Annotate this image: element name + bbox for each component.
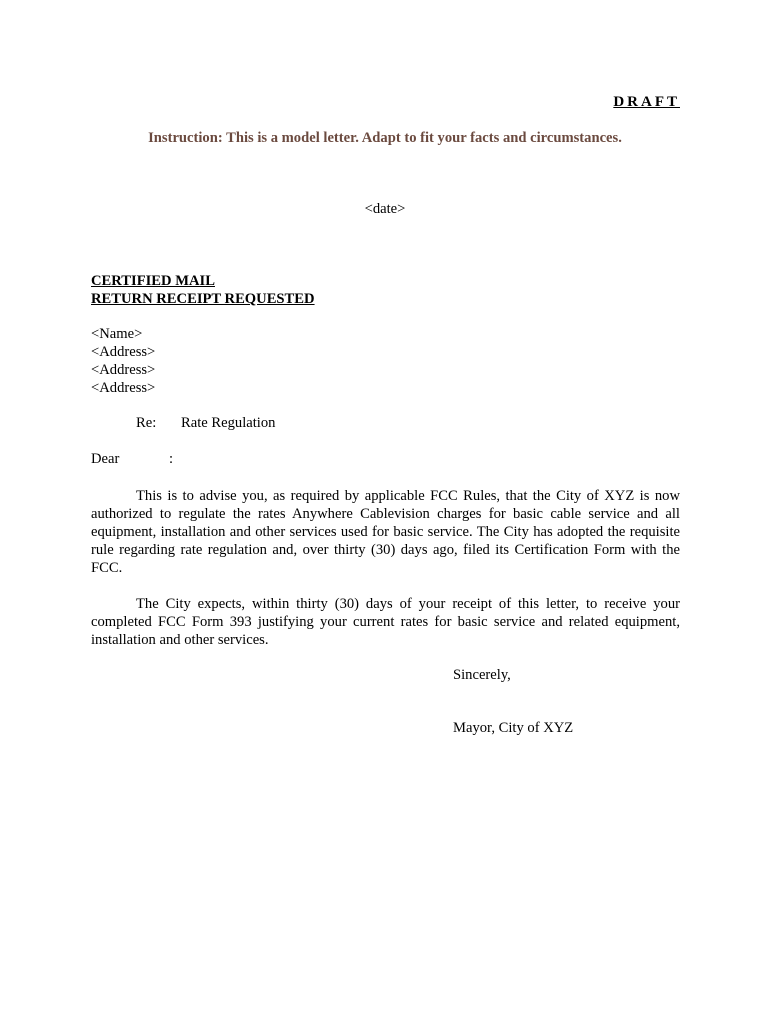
salutation-label: Dear (91, 451, 120, 467)
recipient-address (91, 325, 155, 397)
body-paragraph: This is to advise you, as required by applicable FCC Rules, that the City of XYZ is now authorized to regulate the rates Anywhere Cablevision charges for basic cable service and all equipment, installation and other services used for basic service. The City has adopted the requisite rule regarding rate regulation and, over thirty (30) days ago, filed its Certification Form with the FCC. (91, 488, 680, 576)
recipient-address-line: <Address> (91, 362, 156, 378)
salutation-punct: : (169, 451, 174, 467)
recipient-address-line: <Address> (91, 344, 156, 360)
subject-text: Rate Regulation (181, 415, 276, 431)
subject-label: Re: (136, 415, 157, 431)
draft-label: DRAFT (613, 94, 680, 110)
subject-line (136, 415, 275, 432)
signature-line: Mayor, City of XYZ (453, 720, 574, 736)
body-paragraph: The City expects, within thirty (30) days of your receipt of this letter, to receive your completed FCC Form 393 justifying your current rates for basic service and related equipment, installation and other services. (91, 596, 680, 648)
return-receipt-line: RETURN RECEIPT REQUESTED (91, 291, 315, 307)
certified-mail-line: CERTIFIED MAIL (91, 273, 215, 289)
recipient-address-line: <Address> (91, 380, 156, 396)
date-placeholder: <date> (364, 201, 406, 217)
recipient-name: <Name> (91, 326, 143, 342)
closing: Sincerely, (453, 667, 511, 683)
mailing-method (91, 272, 315, 308)
salutation (91, 451, 173, 468)
instruction-note: Instruction: This is a model letter. Adapt to fit your facts and circumstances. (148, 130, 622, 146)
